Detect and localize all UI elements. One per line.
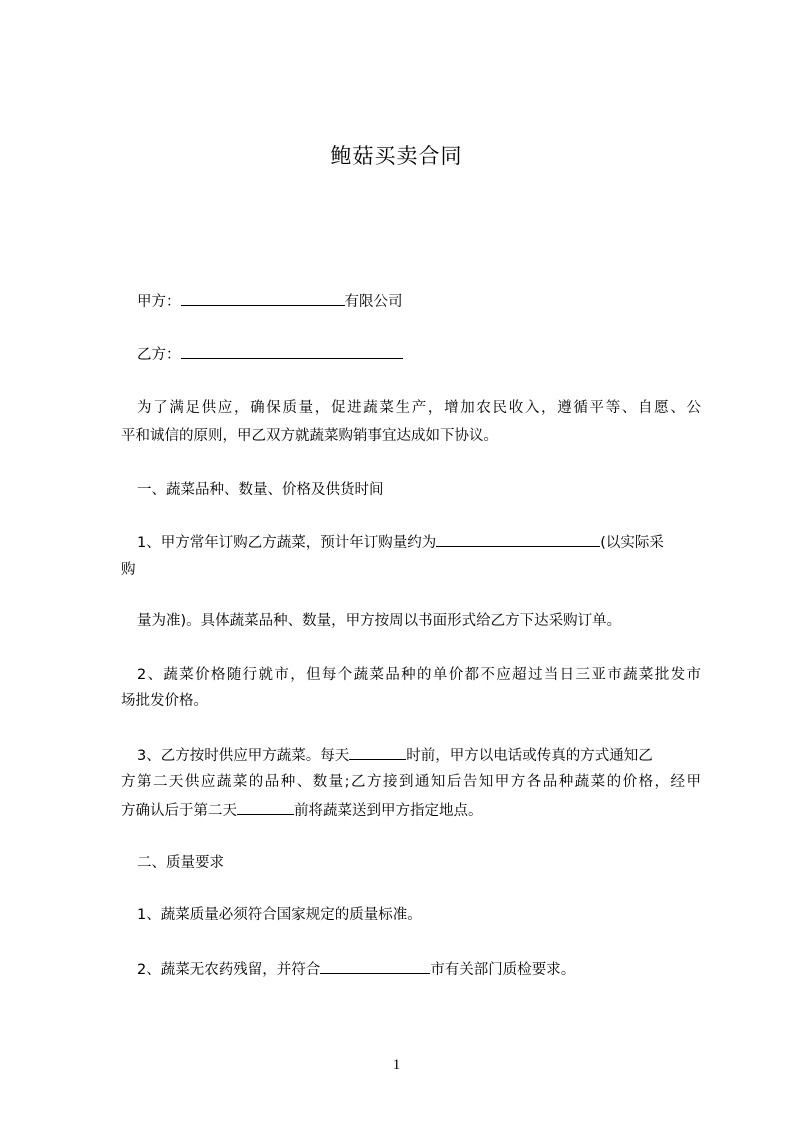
section-1-item-3-text-d: 前将蔬菜送到甲方指定地点。: [294, 803, 483, 819]
party-a-name-blank: [181, 291, 345, 306]
party-a-line: [137, 291, 403, 312]
annual-quantity-blank: [436, 532, 600, 547]
section-1-item-3-text-b: 时前，甲方以电话或传真的方式通知乙: [406, 748, 653, 764]
section-2-heading: 二、质量要求: [137, 855, 224, 871]
section-1-item-3-line-3: [121, 800, 483, 821]
notice-time-blank: [349, 745, 406, 760]
section-2-item-2: [137, 959, 575, 980]
preamble-line-2: 平和诚信的原则，甲乙双方就蔬菜购销事宜达成如下协议。: [121, 428, 498, 444]
section-1-item-1-text-a: 1、甲方常年订购乙方蔬菜，预计年订购量约为: [137, 535, 437, 551]
section-1-item-3-line-1: [137, 745, 653, 766]
section-1-item-1-line-3: 量为准)。具体蔬菜品种、数量，甲方按周以书面形式给乙方下达采购订单。: [137, 613, 622, 629]
section-1-item-2-line-2: 场批发价格。: [121, 693, 208, 709]
delivery-time-blank: [237, 800, 294, 815]
section-1-item-2-line-1: 2、蔬菜价格随行就市，但每个蔬菜品种的单价都不应超过当日三亚市蔬菜批发市: [137, 667, 701, 683]
party-b-label: 乙方：: [137, 347, 181, 363]
page-number: 1: [392, 1057, 401, 1073]
preamble-line-1: 为了满足供应，确保质量，促进蔬菜生产，增加农民收入，遵循平等、自愿、公: [137, 400, 701, 416]
section-1-item-1-line-1: [137, 532, 664, 553]
party-a-label: 甲方：: [137, 294, 181, 310]
city-name-blank: [320, 959, 430, 974]
contract-title: 鲍菇买卖合同: [330, 144, 463, 168]
section-2-item-2-text-b: 市有关部门质检要求。: [430, 962, 576, 978]
party-b-line: [137, 344, 403, 365]
section-1-item-1-line-2: 购: [121, 562, 136, 578]
party-b-name-blank: [181, 344, 403, 359]
section-1-item-3-line-2: 方第二天供应蔬菜的品种、数量;乙方接到通知后告知甲方各品种蔬菜的价格，经甲: [121, 774, 701, 790]
section-1-item-1-text-b: (以实际采: [600, 535, 664, 551]
section-1-item-3-text-c: 方确认后于第二天: [121, 803, 237, 819]
section-2-item-1: 1、蔬菜质量必须符合国家规定的质量标准。: [137, 907, 422, 923]
section-2-item-2-text-a: 2、蔬菜无农药残留，并符合: [137, 962, 321, 978]
section-1-item-3-text-a: 3、乙方按时供应甲方蔬菜。每天: [137, 748, 350, 764]
section-1-heading: 一、蔬菜品种、数量、价格及供货时间: [137, 482, 384, 498]
party-a-suffix: 有限公司: [344, 294, 403, 310]
